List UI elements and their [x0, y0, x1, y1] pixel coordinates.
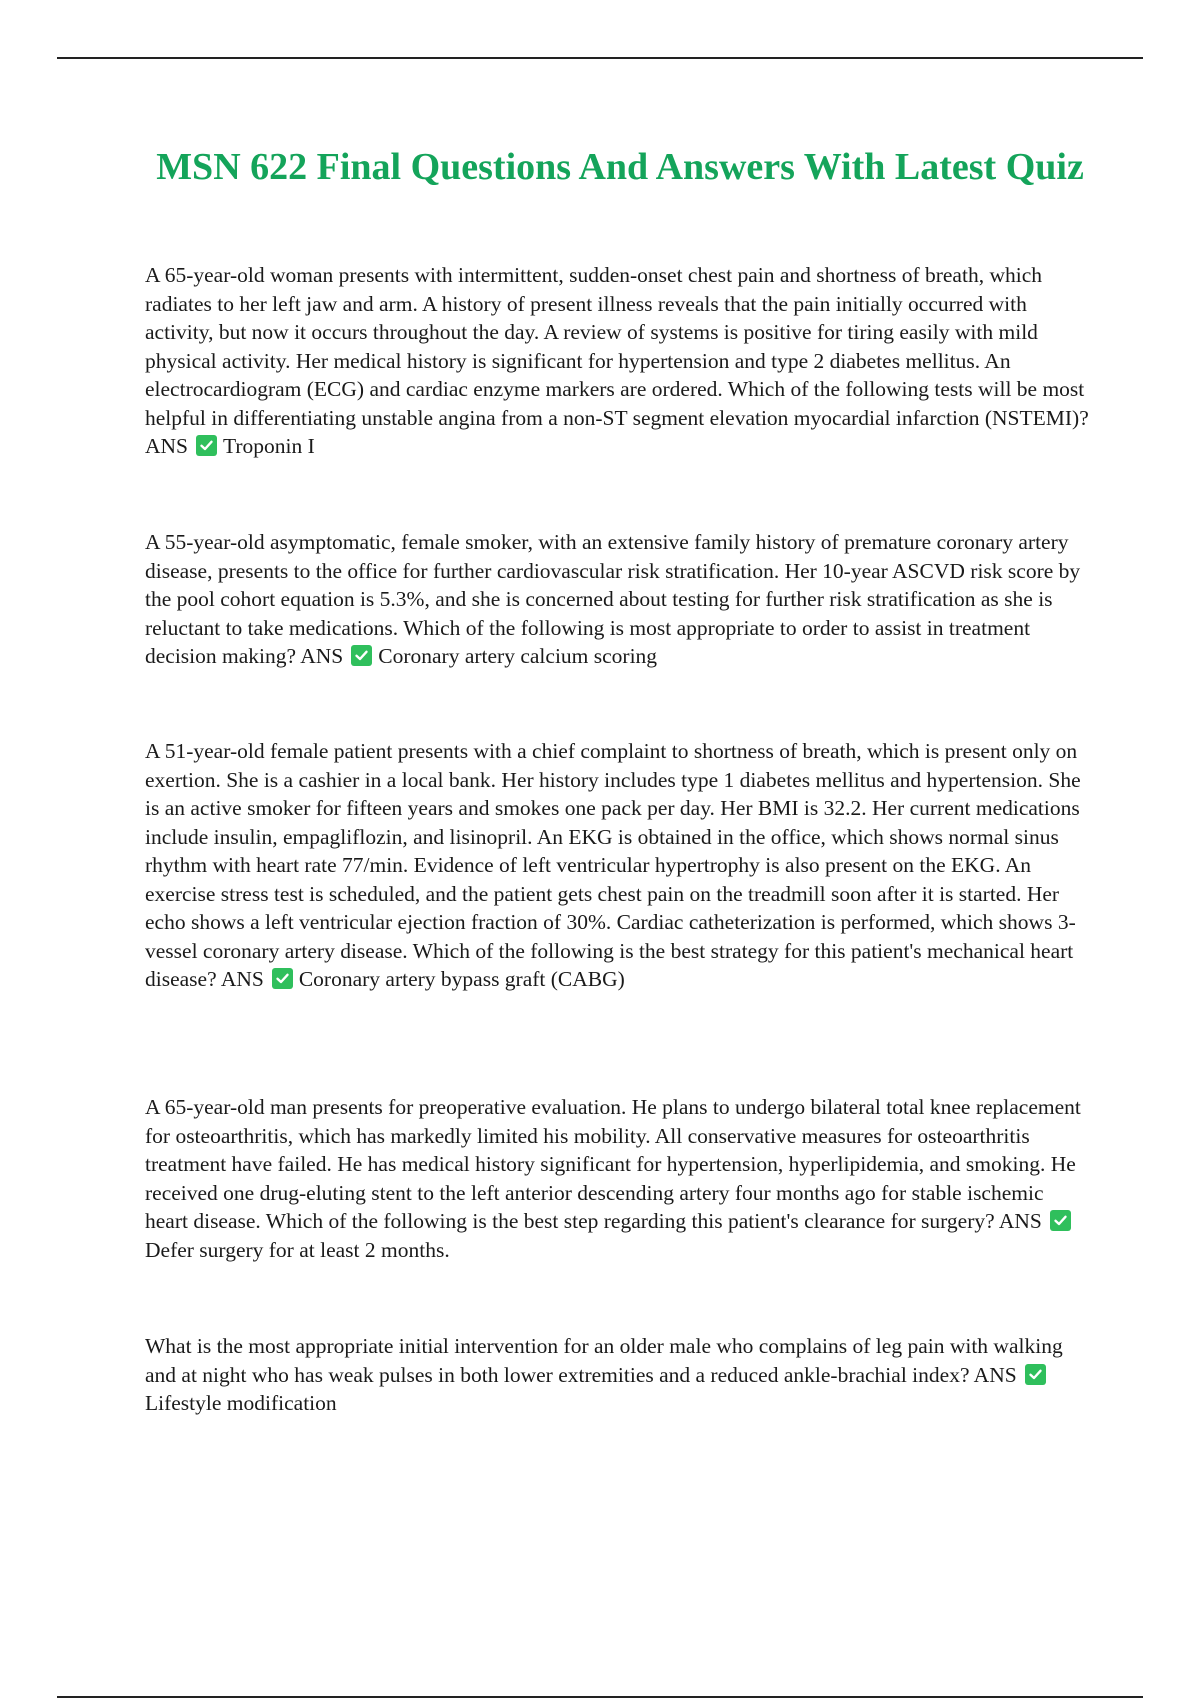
- question-text: A 65-year-old woman presents with intermittent, sudden-onset chest pain and shortness of breath, which radiates to her left jaw and arm. A history of present illness reveals that the pain initially occurred with activity, but now it occurs throughout the day. A review of systems is positive for tiring easily with mild physical activity. Her medical history is significant for hypertension and type 2 diabetes mellitus. An electrocardiogram (ECG) and cardiac enzyme markers are ordered. Which of the following tests will be most helpful in differentiating unstable angina from a non-ST segment elevation myocardial infarction (NSTEMI)? ANS: [145, 263, 1089, 458]
- document-title: MSN 622 Final Questions And Answers With Latest Quiz: [156, 146, 1084, 188]
- qa-item: [145, 528, 1090, 671]
- top-rule: [57, 57, 1143, 59]
- question-text: What is the most appropriate initial intervention for an older male who complains of leg pain with walking and at night who has weak pulses in both lower extremities and a reduced ankle-brachial index? ANS: [145, 1334, 1063, 1387]
- check-mark-icon: [272, 968, 293, 989]
- check-mark-icon: [351, 645, 372, 666]
- bottom-rule: [57, 1696, 1143, 1698]
- answer-text: Coronary artery calcium scoring: [378, 644, 658, 668]
- check-mark-icon: [1050, 1210, 1071, 1231]
- check-mark-icon: [1025, 1364, 1046, 1385]
- question-text: A 65-year-old man presents for preoperative evaluation. He plans to undergo bilateral total knee replacement for osteoarthritis, which has markedly limited his mobility. All conservative measures for osteoarthritis treatment have failed. He has medical history significant for hypertension, hyperlipidemia, and smoking. He received one drug-eluting stent to the left anterior descending artery four months ago for stable ischemic heart disease. Which of the following is the best step regarding this patient's clearance for surgery? ANS: [145, 1095, 1081, 1233]
- check-mark-icon: [196, 435, 217, 456]
- qa-item: [145, 737, 1090, 994]
- question-text: A 51-year-old female patient presents with a chief complaint to shortness of breath, which is present only on exertion. She is a cashier in a local bank. Her history includes type 1 diabetes mellitus and hypertension. She is an active smoker for fifteen years and smokes one pack per day. Her BMI is 32.2. Her current medications include insulin, empagliflozin, and lisinopril. An EKG is obtained in the office, which shows normal sinus rhythm with heart rate 77/min. Evidence of left ventricular hypertrophy is also present on the EKG. An exercise stress test is scheduled, and the patient gets chest pain on the treadmill soon after it is started. Her echo shows a left ventricular ejection fraction of 30%. Cardiac catheterization is performed, which shows 3-vessel coronary artery disease. Which of the following is the best strategy for this patient's mechanical heart disease? ANS: [145, 739, 1081, 991]
- qa-item: [145, 1093, 1090, 1264]
- answer-text: Lifestyle modification: [145, 1391, 337, 1415]
- question-text: A 55-year-old asymptomatic, female smoker, with an extensive family history of premature coronary artery disease, presents to the office for further cardiovascular risk stratification. Her 10-year ASCVD risk score by the pool cohort equation is 5.3%, and she is concerned about testing for further risk stratification as she is reluctant to take medications. Which of the following is most appropriate to order to assist in treatment decision making? ANS: [145, 530, 1081, 668]
- qa-item: [145, 261, 1090, 461]
- qa-item: [145, 1332, 1090, 1418]
- answer-text: Coronary artery bypass graft (CABG): [298, 967, 625, 991]
- answer-text: Defer surgery for at least 2 months.: [145, 1237, 450, 1262]
- answer-text: Troponin I: [223, 434, 315, 458]
